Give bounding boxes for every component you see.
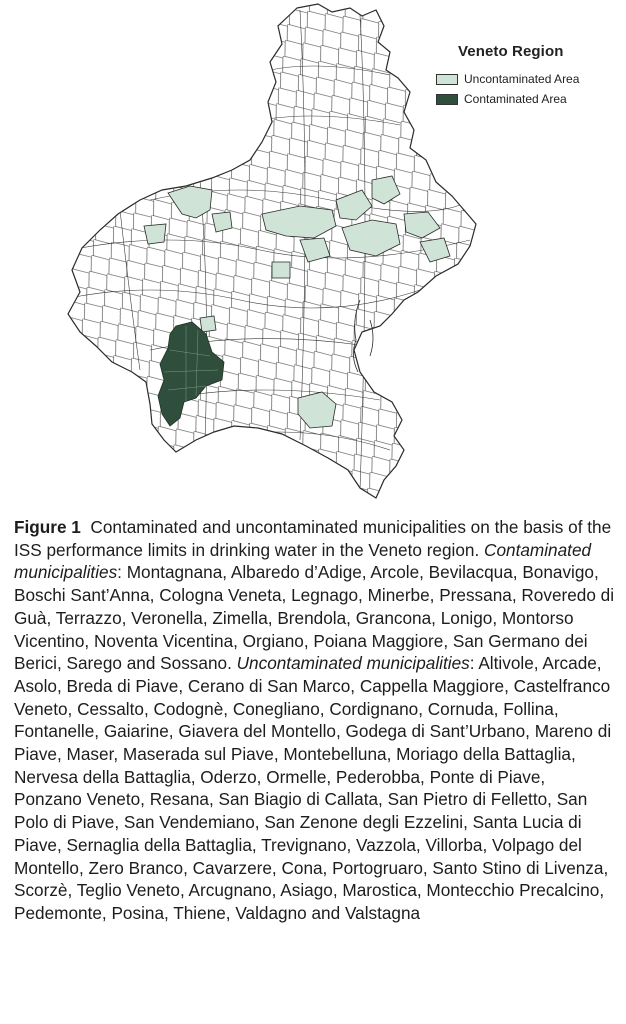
legend-item-contaminated: [436, 90, 616, 108]
legend-swatch-uncontaminated: [436, 74, 458, 85]
figure-label: Figure 1: [14, 517, 81, 537]
legend-label-uncontaminated: Uncontaminated Area: [464, 72, 580, 86]
contaminated-list: Montagnana, Albaredo d’Adige, Arcole, Bevilacqua, Bonavigo, Boschi Sant’Anna, Cologna Veneta, Legnago, Minerbe, Pressana, Roveredo di Guà, Terrazzo, Veronella, Zimella, Brendola, Grancona, Lonigo, Montorso Vicentino, Noventa Vicentina, Orgiano, Poiana Maggiore, San Germano dei Berici, Sarego and Sossano.: [14, 562, 615, 674]
uncontaminated-heading: Uncontaminated municipalities: [236, 653, 470, 674]
figure-panel: [0, 0, 626, 510]
figure-caption: Figure 1 Contaminated and uncontaminated municipalities on the basis of the ISS performance limits in drinking water in the Veneto region. Contaminated municipalities: Montagnana, Albaredo d’Adige, Arcole, Bevilacqua, Bonavigo, Boschi Sant’Anna, Cologna Veneta, Legnago, Minerbe, Pressana, Roveredo di Guà, Terrazzo, Veronella, Zimella, Brendola, Grancona, Lonigo, Montorso Vicentino, Noventa Vicentina, Orgiano, Poiana Maggiore, San Germano dei Berici, Sarego and Sossano. Uncontaminated municipalities: Altivole, Arcade, Asolo, Breda di Piave, Cerano di San Marco, Cappella Maggiore, Castelfranco Veneto, Cessalto, Codognè, Conegliano, Cordignano, Cornuda, Follina, Fontanelle, Gaiarine, Giavera del Montello, Godega di Sant’Urbano, Mareno di Piave, Maser, Maserada sul Piave, Montebelluna, Moriago della Battaglia, Nervesa della Battaglia, Oderzo, Ormelle, Pederobba, Ponte di Piave, Ponzano Veneto, Resana, San Biagio di Callata, San Pietro di Felletto, San Polo di Piave, San Vendemiano, San Zenone degli Ezzelini, Santa Lucia di Piave, Sernaglia della Battaglia, Trevignano, Vazzola, Villorba, Volpago del Montello, Zero Branco, Cavarzere, Cona, Portogruaro, Santo Stino di Livenza, Scorzè, Teglio Veneto, Arcugnano, Asiago, Marostica, Montecchio Precalcino, Pedemonte, Posina, Thiene, Valdagno and Valstagna: [14, 517, 615, 923]
map-legend: [436, 43, 616, 110]
uncontaminated-list: Altivole, Arcade, Asolo, Breda di Piave, Cerano di San Marco, Cappella Maggiore, Castelfranco Veneto, Cessalto, Codognè, Conegliano, Cordignano, Cornuda, Follina, Fontanelle, Gaiarine, Giavera del Montello, Godega di Sant’Urbano, Mareno di Piave, Maser, Maserada sul Piave, Montebelluna, Moriago della Battaglia, Nervesa della Battaglia, Oderzo, Ormelle, Pederobba, Ponte di Piave, Ponzano Veneto, Resana, San Biagio di Callata, San Pietro di Felletto, San Polo di Piave, San Vendemiano, San Zenone degli Ezzelini, Santa Lucia di Piave, Sernaglia della Battaglia, Trevignano, Vazzola, Villorba, Volpago del Montello, Zero Branco, Cavarzere, Cona, Portogruaro, Santo Stino di Livenza, Scorzè, Teglio Veneto, Arcugnano, Asiago, Marostica, Montecchio Precalcino, Pedemonte, Posina, Thiene, Valdagno and Valstagna: [14, 653, 612, 923]
legend-swatch-contaminated: [436, 94, 458, 105]
legend-label-contaminated: Contaminated Area: [464, 92, 567, 106]
legend-item-uncontaminated: [436, 70, 616, 88]
caption-intro: Contaminated and uncontaminated municipalities on the basis of the ISS performance limits in drinking water in the Veneto region.: [14, 517, 612, 560]
contaminated-heading: Contaminated municipalities: [14, 539, 592, 583]
legend-title: Veneto Region: [458, 43, 564, 60]
